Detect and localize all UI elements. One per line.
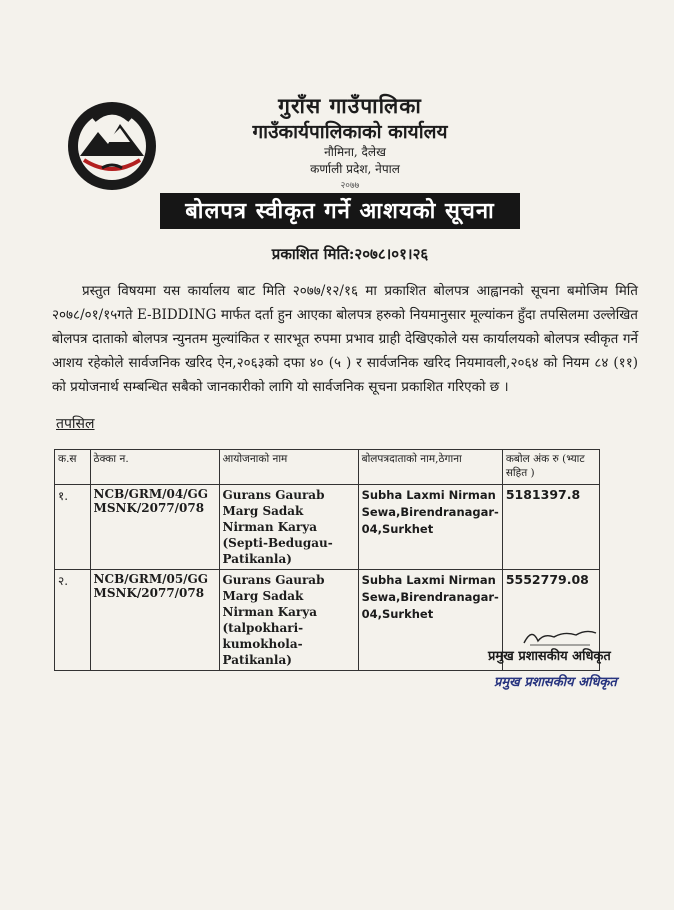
notice-body: प्रस्तुत विषयमा यस कार्यालय बाट मिति २०७७/१२/१६ मा प्रकाशित बोलपत्र आह्वानको सूचना बमोजिम मिति २०७८/०१/१५गते E-BIDDING मार्फत दर्ता हुन आएका बोलपत्र हरुको नियमानुसार मूल्यांकन हुँदा तपसिलमा उल्लेखित बोलपत्र दाताको बोलपत्र न्युनतम मुल्यांकित र सारभूत रुपमा प्रभाव ग्राही देखिएकोले यस कार्यालयको बोलपत्र स्वीकृत गर्ने आशय रहेकोले सार्वजनिक खरिद ऐन,२०६३को दफा ४० (५ ) र सार्वजनिक खरिद नियमावली,२०६४ को नियम ८४ (११) को प्रयोजनार्थ सम्बन्धित सबैको जानकारीको लागि यो सार्वजनिक सूचना प्रकाशित गरिएको छ । bbox=[52, 282, 638, 395]
row-sn: १. bbox=[55, 485, 91, 570]
row-amount: 5552779.08 bbox=[502, 570, 599, 671]
header-project: आयोजनाको नाम bbox=[219, 450, 358, 485]
row-project: Gurans Gaurab Marg Sadak Nirman Karya (Septi-Bedugau-Patikanla) bbox=[219, 485, 358, 570]
row-contract-no: NCB/GRM/04/GG MSNK/2077/078 bbox=[90, 485, 219, 570]
row-bidder: Subha Laxmi Nirman Sewa,Birendranagar-04,Surkhet bbox=[358, 485, 502, 570]
office-name: गाउँकार्यपालिकाको कार्यालय bbox=[252, 121, 448, 143]
header-bidder: बोलपत्रदाताको नाम,ठेगाना bbox=[358, 450, 502, 485]
address-line-2: कर्णाली प्रदेश, नेपाल bbox=[310, 162, 400, 176]
header-year: २०७७ bbox=[340, 181, 360, 191]
notice-title: बोलपत्र स्वीकृत गर्ने आशयको सूचना bbox=[160, 193, 520, 229]
header-contract-no: ठेक्का न. bbox=[90, 450, 219, 485]
table-row bbox=[55, 485, 600, 570]
bid-details-table bbox=[54, 449, 600, 671]
municipality-name: गुराँस गाउँपालिका bbox=[278, 93, 422, 118]
header-sn: क.स bbox=[55, 450, 91, 485]
header-amount: कबोल अंक रु (भ्याट सहित ) bbox=[502, 450, 599, 485]
published-date: प्रकाशित मिति:२०७८।०१।२६ bbox=[271, 245, 429, 263]
government-emblem bbox=[64, 98, 160, 194]
row-sn: २. bbox=[55, 570, 91, 671]
row-amount: 5181397.8 bbox=[502, 485, 599, 570]
table-header-row bbox=[55, 450, 600, 485]
row-bidder: Subha Laxmi Nirman Sewa,Birendranagar-04,Surkhet bbox=[358, 570, 502, 671]
official-stamp: प्रमुख प्रशासकीय अधिकृत bbox=[494, 675, 617, 690]
signatory-title: प्रमुख प्रशासकीय अधिकृत bbox=[488, 649, 611, 664]
row-contract-no: NCB/GRM/05/GG MSNK/2077/078 bbox=[90, 570, 219, 671]
row-project: Gurans Gaurab Marg Sadak Nirman Karya (talpokhari-kumokhola-Patikanla) bbox=[219, 570, 358, 671]
address-line-1: नौमिना, दैलेख bbox=[324, 145, 386, 159]
section-title: तपसिल bbox=[56, 416, 95, 432]
